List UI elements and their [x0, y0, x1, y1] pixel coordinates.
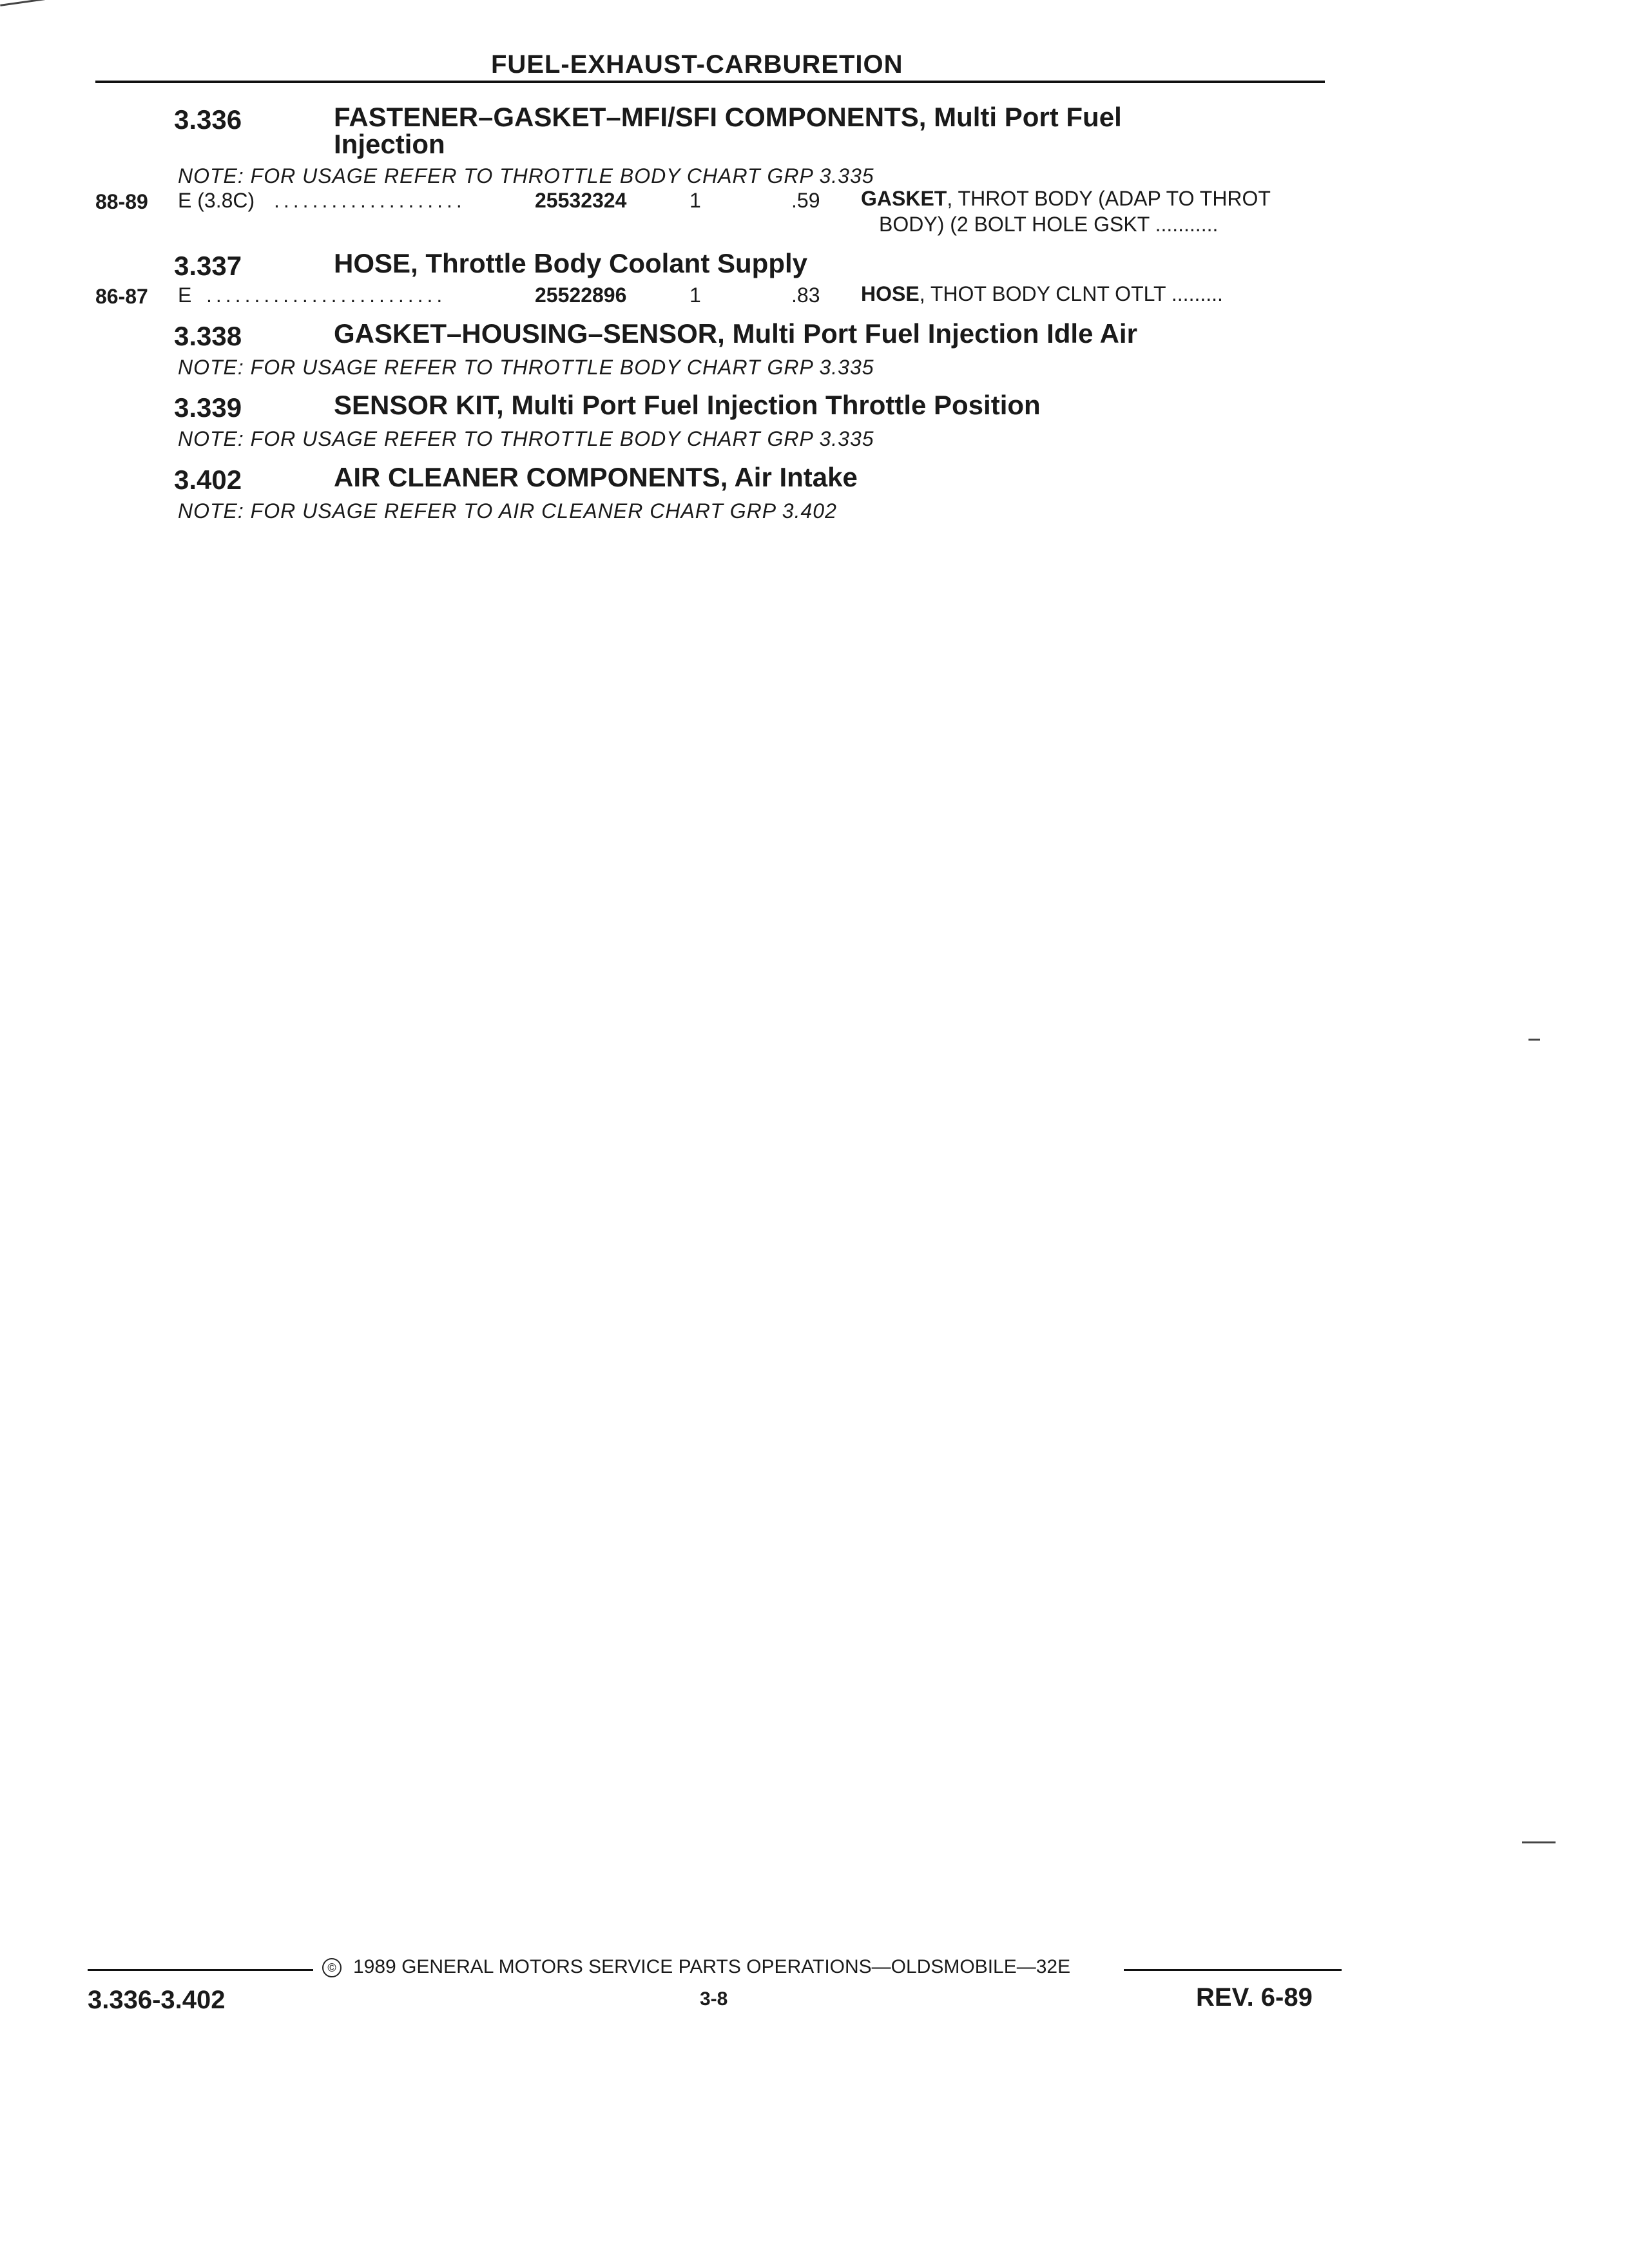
scan-mark-right-2 [1522, 1841, 1556, 1843]
section-title: FASTENER–GASKET–MFI/SFI COMPONENTS, Multi Port Fuel [334, 102, 1122, 132]
section-title: HOSE, Throttle Body Coolant Supply [334, 248, 807, 278]
part-description-text: , THROT BODY (ADAP TO THROT [947, 187, 1271, 210]
part-price: .83 [791, 284, 820, 307]
part-description-keyword: HOSE [861, 282, 920, 305]
usage-note: NOTE: FOR USAGE REFER TO THROTTLE BODY CHART GRP 3.335 [178, 427, 874, 450]
copyright-icon: © [322, 1958, 342, 1977]
part-years: 86-87 [95, 285, 148, 308]
part-description [861, 282, 1223, 306]
part-description [861, 187, 1271, 211]
part-quantity: 1 [689, 284, 701, 307]
footer-group-range: 3.336-3.402 [88, 1986, 226, 2014]
part-description-keyword: GASKET [861, 187, 947, 210]
section-title: SENSOR KIT, Multi Port Fuel Injection Throttle Position [334, 390, 1041, 420]
usage-note: NOTE: FOR USAGE REFER TO THROTTLE BODY CHART GRP 3.335 [178, 164, 874, 187]
section-title: AIR CLEANER COMPONENTS, Air Intake [334, 462, 858, 492]
section-number: 3.402 [174, 465, 242, 495]
part-years: 88-89 [95, 190, 148, 213]
usage-note: NOTE: FOR USAGE REFER TO AIR CLEANER CHART GRP 3.402 [178, 499, 837, 523]
header-rule [95, 81, 1325, 83]
scan-mark-right-1 [1528, 1039, 1540, 1041]
leader-dots: .................... [274, 189, 466, 212]
part-price: .59 [791, 189, 820, 212]
part-number: 25522896 [535, 284, 627, 307]
section-number: 3.337 [174, 251, 242, 281]
footer-rule-left [88, 1969, 313, 1971]
footer-page-number: 3-8 [700, 1988, 728, 2010]
leader-dots: ......................... [206, 284, 447, 307]
section-title-continued: Injection [334, 129, 445, 159]
part-quantity: 1 [689, 189, 701, 212]
page-header-title: FUEL-EXHAUST-CARBURETION [491, 50, 903, 79]
usage-note: NOTE: FOR USAGE REFER TO THROTTLE BODY CHART GRP 3.335 [178, 356, 874, 379]
footer-copyright [322, 1956, 1070, 1978]
section-number: 3.339 [174, 392, 242, 423]
part-description-text: , THOT BODY CLNT OTLT ......... [919, 282, 1223, 305]
part-description-continued: BODY) (2 BOLT HOLE GSKT ........... [879, 213, 1219, 236]
section-number: 3.336 [174, 104, 242, 135]
section-title: GASKET–HOUSING–SENSOR, Multi Port Fuel Injection Idle Air [334, 318, 1137, 349]
part-number: 25532324 [535, 189, 627, 212]
scan-mark-top-left [0, 0, 45, 6]
copyright-text: 1989 GENERAL MOTORS SERVICE PARTS OPERATIONS—OLDSMOBILE—32E [353, 1956, 1071, 1977]
part-model: E (3.8C) [178, 189, 255, 212]
section-number: 3.338 [174, 321, 242, 351]
footer-rule-right [1124, 1969, 1342, 1971]
footer-revision: REV. 6-89 [1196, 1983, 1313, 2012]
part-model: E [178, 284, 192, 307]
